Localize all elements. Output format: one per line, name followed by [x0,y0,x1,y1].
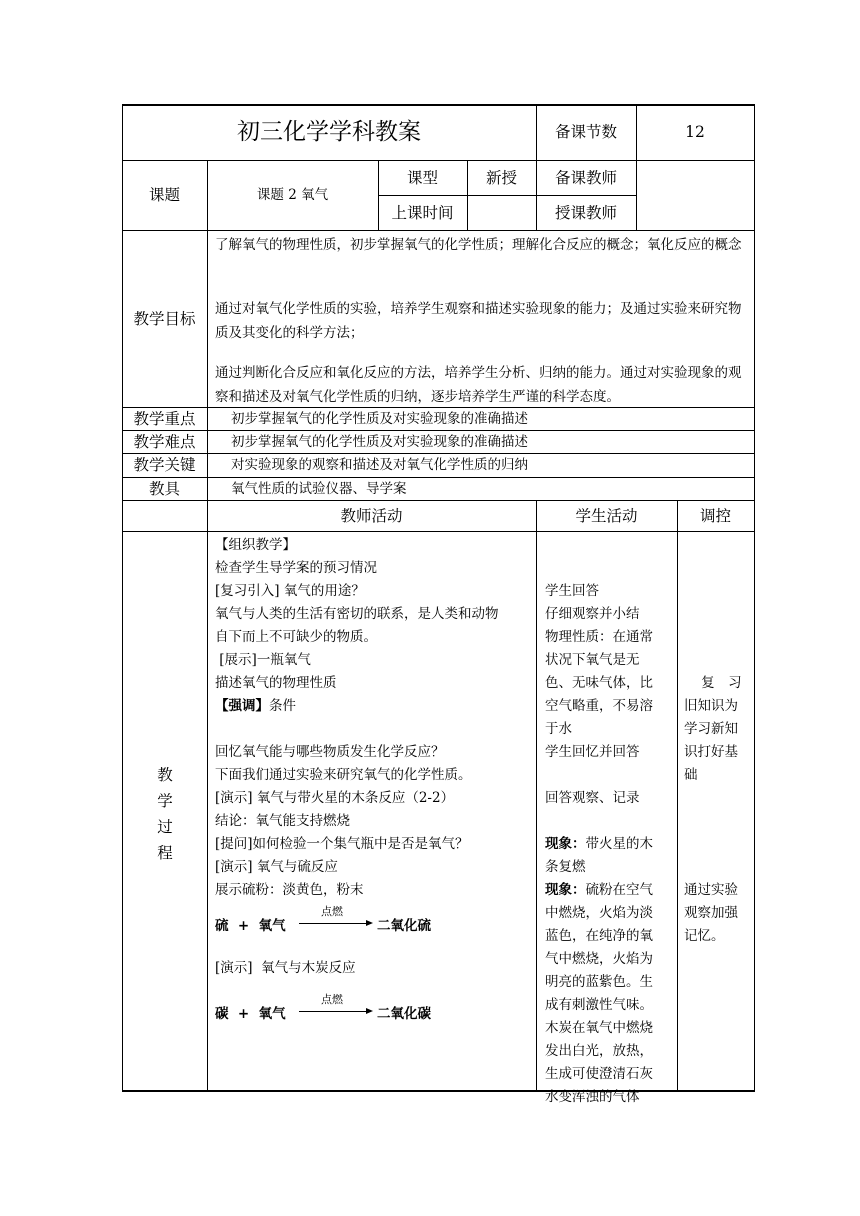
student-line: 发出白光，放热， [545,1043,653,1059]
objective-paragraph: 了解氧气的物理性质，初步掌握氧气的化学性质；理解化合反应的概念；氧化反应的概念 [215,237,742,253]
control-line: 旧知识为 [684,698,738,714]
lesson-count-label: 备课节数 [554,123,617,141]
control-line [684,580,752,603]
teacher-line: [提问]如何检验一个集气瓶中是否是氧气？ [215,836,469,852]
equation-lhs: 碳 + 氧气 [215,1006,286,1022]
page-title: 初三化学学科教案 [237,119,421,145]
tools-value: 氧气性质的试验仪器、导学案 [231,481,407,497]
equation-condition: 点燃 [321,993,343,1006]
teacher-line: [演示] 氧气与带火星的木条反应（2-2） [215,790,455,806]
student-line: 状况下氧气是无 [545,652,640,668]
student-line: 生成可使澄清石灰 [545,1066,653,1082]
topic-label: 课题 [148,186,180,204]
arrow-icon [299,1011,371,1012]
rule [378,195,637,196]
teacher-activity-header: 教师活动 [340,507,403,525]
control-line [684,557,752,580]
student-line: 物理性质：在通常 [545,629,653,645]
rule [122,453,755,454]
teacher-line: 展示硫粉：淡黄色，粉末 [215,882,364,898]
tools-label: 教具 [148,480,180,498]
rule [122,477,755,478]
control-line: 识打好基 [684,744,738,760]
teacher-line: 自下而上不可缺少的物质。 [215,629,377,645]
rule [677,500,678,1091]
lesson-count-value: 12 [685,123,705,141]
equation-sulfur [215,905,533,938]
control-line: 通过实验 [684,882,738,898]
rule [536,500,537,1091]
control-line: 础 [684,767,698,783]
teacher-line: 回忆氧气能与哪些物质发生化学反应？ [215,744,445,760]
student-line: 水变浑浊的气体 [545,1089,640,1105]
teacher-line: 【组织教学】 [215,537,296,553]
control-line [684,649,752,672]
key-issues-value: 对实验现象的观察和描述及对氧气化学性质的归纳 [231,457,528,473]
equation-carbon [215,993,533,1026]
teacher-line: 【强调】条件 [215,698,296,714]
student-line: 回答观察、记录 [545,790,640,806]
teacher-line: [展示]一瓶氧气 [215,652,311,668]
teacher-line [215,718,533,741]
table-border-left [122,104,123,1091]
lesson-type-label: 课型 [406,169,438,187]
student-activity-header: 学生活动 [575,507,638,525]
key-issues-label: 教学关键 [133,456,196,474]
student-line: 仔细观察并小结 [545,606,640,622]
key-points-label: 教学重点 [133,410,196,428]
student-line: 于水 [545,721,572,737]
control-line: 学习新知 [684,721,738,737]
rule [122,500,755,501]
student-line [545,534,675,557]
lesson-type-value: 新授 [485,169,517,187]
objectives-label: 教学目标 [133,310,196,328]
control-header: 调控 [699,507,731,525]
control-list [684,534,752,948]
objective-paragraph: 通过判断化合反应和氧化反应的方法，培养学生分析、归纳的能力。通过对实验现象的观察和描述及对氧气化学性质的归纳，逐步培养学生严谨的科学态度。 [215,365,742,405]
rule [122,531,755,532]
rule [122,160,755,161]
student-line: 成有刺激性气味。 [545,997,653,1013]
teacher-line: 检查学生导学案的预习情况 [215,560,377,576]
equation-rhs: 二氧化碳 [377,1006,431,1022]
teacher-line: 描述氧气的物理性质 [215,675,337,691]
process-label-char: 过 [157,818,173,836]
student-line: 色、无味气体，比 [545,675,653,691]
class-time-label: 上课时间 [391,204,454,222]
control-line [684,810,752,833]
teacher-line: 结论：氧气能支持燃烧 [215,813,350,829]
student-activity-list [545,534,675,1109]
table-border-right [754,104,755,1091]
control-line [684,534,752,557]
teaching-teacher-label: 授课教师 [554,204,617,222]
student-line: 明亮的蓝紫色。生 [545,974,653,990]
rule [122,430,755,431]
difficulties-value: 初步掌握氧气的化学性质及对实验现象的准确描述 [231,434,528,450]
student-line: 现象：带火星的木 [545,836,653,852]
objective-paragraph: 通过对氧气化学性质的实验，培养学生观察和描述实验现象的能力；及通过实验来研究物质及其变化的科学方法； [215,301,742,341]
teacher-line: 下面我们通过实验来研究氧气的化学性质。 [215,767,472,783]
student-line: 气中燃烧，火焰为 [545,951,653,967]
teacher-activity-list [215,534,533,902]
student-line: 学生回答 [545,583,599,599]
teacher-line: [演示] 氧气与硫反应 [215,859,338,875]
student-line: 蓝色，在纯净的氧 [545,928,653,944]
student-line: 条复燃 [545,859,586,875]
process-label-char: 教 [157,766,173,784]
process-label-char: 学 [157,792,173,810]
control-line [684,787,752,810]
student-line: 木炭在氧气中燃烧 [545,1020,653,1036]
process-label-char: 程 [157,844,173,862]
control-line: 观察加强 [684,905,738,921]
control-line [684,603,752,626]
student-line: 现象：硫粉在空气 [545,882,653,898]
teacher-line: 氧气与人类的生活有密切的联系，是人类和动物 [215,606,499,622]
rule [122,230,755,231]
control-line [684,856,752,879]
difficulties-label: 教学难点 [133,433,196,451]
rule [207,160,208,1091]
student-line [545,810,675,833]
control-line: 复 习 [684,675,742,691]
teacher-line: [复习引入] 氧气的用途？ [215,583,365,599]
table-border-top [122,104,755,106]
student-line [545,764,675,787]
student-line: 空气略重，不易溶 [545,698,653,714]
key-points-value: 初步掌握氧气的化学性质及对实验现象的准确描述 [231,411,528,427]
equation-lhs: 硫 + 氧气 [215,918,286,934]
control-line [684,833,752,856]
control-line [684,626,752,649]
student-line: 中燃烧，火焰为淡 [545,905,653,921]
demo-charcoal: [演示] 氧气与木炭反应 [215,960,356,976]
student-line: 学生回忆并回答 [545,744,640,760]
student-line [545,557,675,580]
topic-value: 课题 2 氧气 [256,187,329,203]
arrow-icon [299,923,371,924]
equation-condition: 点燃 [321,905,343,918]
control-line: 记忆。 [684,928,725,944]
equation-rhs: 二氧化硫 [377,918,431,934]
prep-teacher-label: 备课教师 [554,169,617,187]
